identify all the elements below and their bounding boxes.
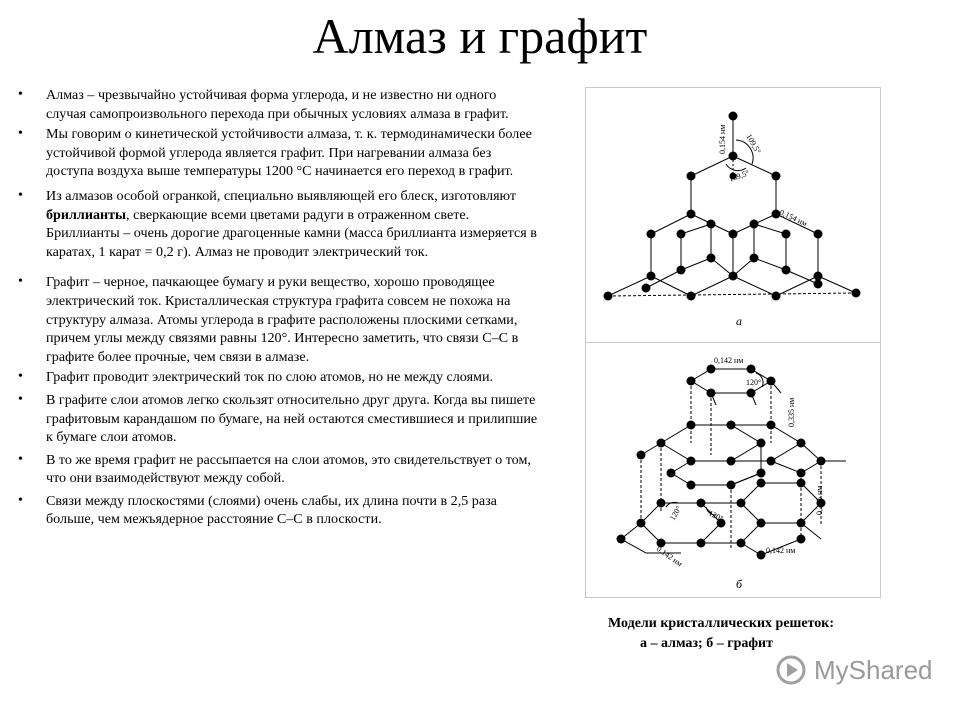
bullet-brilliants — [18, 187, 538, 261]
bullet-interlayer-bonds: • Связи между плоскостями (слоями) очень слабы, их длина почти в 2,5 раза больше, чем межъядерное расстояние С–С в плоскости. — [18, 492, 538, 529]
diamond-figure-letter: а — [736, 314, 742, 328]
diamond-label-bond-side: 0,154 нм — [778, 207, 809, 229]
watermark-logo — [776, 652, 933, 688]
diamond-label-bond-vertical: 0,154 нм — [718, 124, 727, 154]
graphite-label-bond-bottom-right: 0,142 нм — [766, 546, 796, 555]
graphite-lattice-figure — [585, 342, 881, 598]
graphite-label-interlayer-upper: 0,335 нм — [787, 397, 796, 427]
bullet-brilliants-bold: бриллианты — [46, 206, 127, 223]
bullet-graphite-sliding: • В графите слои атомов легко скользят относительно друг друга. Когда вы пишете графитовым карандашом по бумаге, на ней остаются сместившиеся и прилипшие к бумаге слои атомов. — [18, 391, 538, 447]
bullet-graphite-cohesion: • В то же время графит не рассыпается на слои атомов, это свидетельствует о том, что они взаимодействуют между собой. — [18, 451, 538, 488]
diamond-lattice-figure — [585, 87, 881, 343]
diamond-lattice-diagram — [586, 88, 880, 342]
bullet-brilliants-text-after: , сверкающие всеми цветами радуги в отраженном свете. Бриллианты – очень дорогие драгоценные камни (масса бриллианта измеряется в каратах, 1 карат = 0,2 г). Алмаз не проводит электрический ток. — [46, 206, 537, 260]
slide-title: Алмаз и графит — [312, 8, 648, 64]
bullet-graphite-conductivity: • Графит проводит электрический ток по слою атомов, но не между слоями. — [18, 368, 538, 387]
bullet-graphite-structure: • Графит – черное, пачкающее бумагу и руки вещество, хорошо проводящее электрический ток. Кристаллическая структура графита совсем не похожа на структуру алмаза. Атомы углерода в графите расположены плоскими сетками, причем углы между связями равны 120°. Интересно заметить, что связи С–С в графите более прочные, чем связи в алмазе. — [18, 273, 538, 366]
watermark-brand: MyShared — [814, 654, 933, 685]
watermark-play-icon — [776, 655, 806, 685]
graphite-label-angle-bottom-2: 120° — [707, 508, 725, 524]
bullet-diamond-stability: • Алмаз – чрезвычайно устойчивая форма углерода, и не известно ни одного случая самопроизвольного перехода при обычных условиях алмаза в графит. — [18, 86, 538, 123]
diamond-label-angle-1: 109,5° — [744, 132, 763, 156]
graphite-label-bond-bottom-left: 0,142 нм — [654, 544, 685, 569]
figure-caption-line2: а – алмаз; б – графит — [640, 636, 773, 651]
graphite-label-angle-bottom-1: 120° — [667, 504, 684, 522]
bullet-kinetic-stability: • Мы говорим о кинетической устойчивости алмаза, т. к. термодинамически более устойчивой формой углерода является графит. При нагревании алмаза без доступа воздуха выше температуры 1200 °С начинается его переход в графит. — [18, 125, 538, 181]
bullet-brilliants-text-before: Из алмазов особой огранкой, специально выявляющей его блеск, изготовляют — [46, 187, 517, 204]
graphite-label-angle-top: 120° — [746, 378, 762, 387]
bullet-list — [18, 86, 538, 529]
graphite-label-interlayer-lower: 0,335 нм — [815, 485, 824, 515]
figure-caption — [608, 614, 834, 654]
graphite-figure-letter: б — [736, 577, 743, 591]
figure-caption-line1: Модели кристаллических решеток: — [608, 616, 835, 631]
diamond-label-angle-2: 109,5° — [727, 168, 751, 184]
graphite-label-bond-top: 0,142 нм — [714, 356, 744, 365]
graphite-lattice-diagram — [586, 343, 880, 597]
